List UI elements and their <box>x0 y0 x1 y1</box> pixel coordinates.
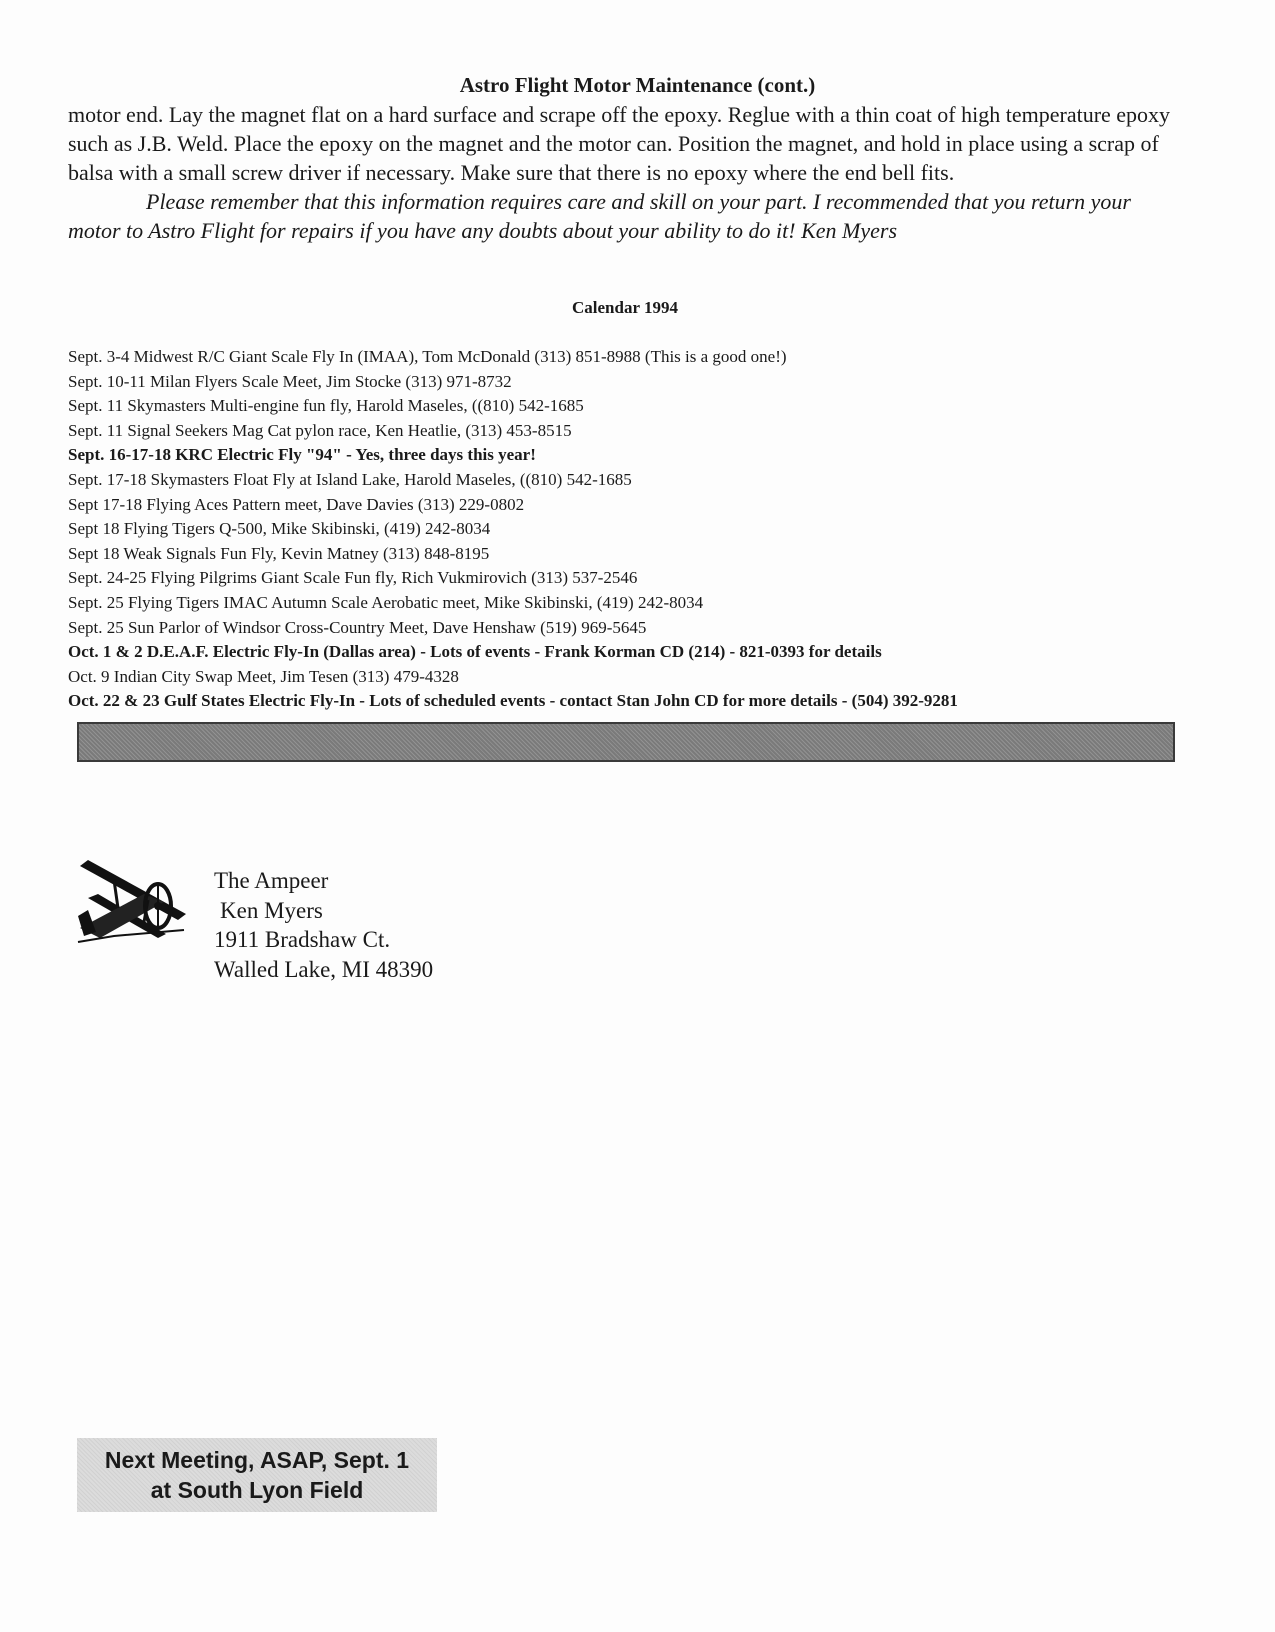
airplane-logo-icon <box>74 858 190 946</box>
calendar-event: Sept 18 Weak Signals Fun Fly, Kevin Matney (313) 848-8195 <box>68 543 490 563</box>
address-newsletter-name: The Ampeer <box>214 868 329 893</box>
calendar-event: Oct. 1 & 2 D.E.A.F. Electric Fly-In (Dallas area) - Lots of events - Frank Korman CD (214) - 821-0393 for details <box>68 642 882 662</box>
calendar-event: Sept. 24-25 Flying Pilgrims Giant Scale Fun fly, Rich Vukmirovich (313) 537-2546 <box>68 568 638 588</box>
calendar-title: Calendar 1994 <box>572 298 678 317</box>
next-meeting-line2: at South Lyon Field <box>150 1477 364 1503</box>
calendar-event: Oct. 22 & 23 Gulf States Electric Fly-In - Lots of scheduled events - contact Stan John CD for more details - (504) 392-9281 <box>68 691 958 711</box>
calendar-event: Sept 18 Flying Tigers Q-500, Mike Skibinski, (419) 242-8034 <box>68 519 491 539</box>
calendar-event: Sept. 10-11 Milan Flyers Scale Meet, Jim Stocke (313) 971-8732 <box>68 371 512 391</box>
article-body <box>68 100 1183 245</box>
calendar-event: Sept. 17-18 Skymasters Float Fly at Island Lake, Harold Maseles, ((810) 542-1685 <box>68 469 632 489</box>
address-editor-name: Ken Myers <box>220 897 323 923</box>
calendar-event: Sept 17-18 Flying Aces Pattern meet, Dave Davies (313) 229-0802 <box>68 494 525 514</box>
mailing-address <box>214 866 433 984</box>
calendar-event: Sept. 11 Signal Seekers Mag Cat pylon race, Ken Heatlie, (313) 453-8515 <box>68 420 572 440</box>
calendar-events-list <box>68 345 1238 714</box>
calendar-event: Sept. 16-17-18 KRC Electric Fly "94" - Yes, three days this year! <box>68 445 536 465</box>
calendar-event: Sept. 11 Skymasters Multi-engine fun fly, Harold Maseles, ((810) 542-1685 <box>68 396 584 416</box>
article-title: Astro Flight Motor Maintenance (cont.) <box>459 73 816 97</box>
next-meeting-box <box>77 1438 437 1512</box>
address-street: 1911 Bradshaw Ct. <box>214 927 391 952</box>
calendar-event: Sept. 3-4 Midwest R/C Giant Scale Fly In (IMAA), Tom McDonald (313) 851-8988 (This is a good one!) <box>68 347 787 366</box>
calendar-event: Sept. 25 Sun Parlor of Windsor Cross-Country Meet, Dave Henshaw (519) 969-5645 <box>68 617 647 637</box>
shaded-divider-bar <box>77 722 1175 762</box>
calendar-event: Oct. 9 Indian City Swap Meet, Jim Tesen (313) 479-4328 <box>68 666 459 686</box>
address-city-state-zip: Walled Lake, MI 48390 <box>214 956 434 982</box>
calendar-event: Sept. 25 Flying Tigers IMAC Autumn Scale Aerobatic meet, Mike Skibinski, (419) 242-8034 <box>68 592 704 612</box>
article-paragraph: motor end. Lay the magnet flat on a hard surface and scrape off the epoxy. Reglue with a thin coat of high temperature epoxy such as J.B. Weld. Place the epoxy on the magnet and the motor can. Position the magnet, and hold in place using a scrap of balsa with a small screw driver if necessary. Make sure that there is no epoxy where the end bell fits. <box>68 102 1171 185</box>
article-note: Please remember that this information requires care and skill on your part. I recommended that you return your motor to Astro Flight for repairs if you have any doubts about your ability to do it! Ken Myers <box>68 189 1131 243</box>
next-meeting-line1: Next Meeting, ASAP, Sept. 1 <box>104 1447 410 1473</box>
